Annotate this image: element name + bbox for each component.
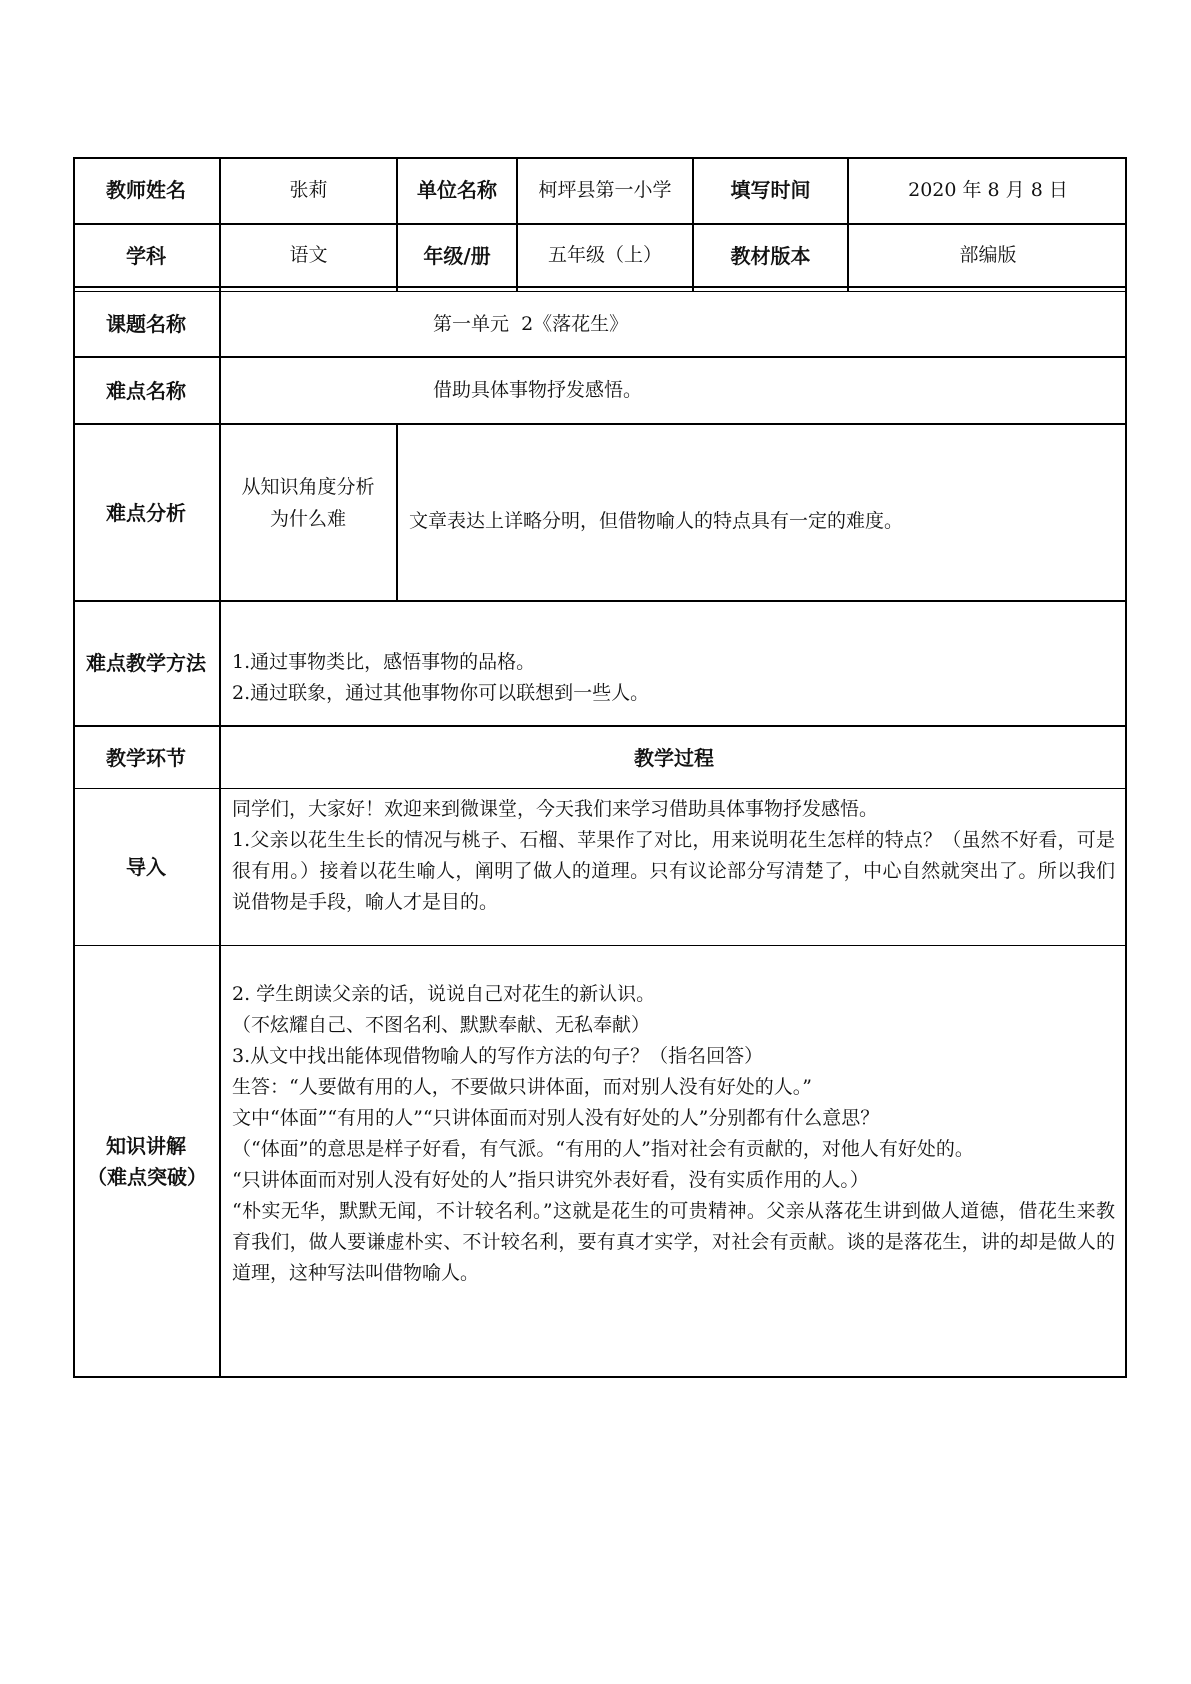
difficulty-name-label: 难点名称	[106, 378, 186, 403]
knowledge-content	[232, 979, 1115, 1289]
row-divider	[73, 788, 1127, 789]
difficulty-analysis-label: 难点分析	[106, 500, 186, 525]
teaching-stage-header: 教学环节	[106, 745, 186, 770]
teaching-method-item: 2.通过联象，通过其他事物你可以联想到一些人。	[232, 682, 650, 704]
difficulty-name-value: 借助具体事物抒发感悟。	[433, 379, 643, 402]
intro-line: 同学们，大家好！欢迎来到微课堂，今天我们来学习借助具体事物抒发感悟。	[232, 798, 879, 820]
intro-content	[232, 794, 1115, 918]
edition-label: 教材版本	[730, 243, 811, 268]
edition-value: 部编版	[959, 244, 1017, 267]
knowledge-label: 知识讲解（难点突破）	[87, 1134, 207, 1189]
teacher-name-value: 张莉	[289, 178, 328, 201]
topic-value: 第一单元 2《落花生》	[433, 312, 629, 335]
knowledge-line: “只讲体面而对别人没有好处的人”指只讲究外表好看，没有实质作用的人。）	[232, 1169, 869, 1191]
intro-line: 1.父亲以花生生长的情况与桃子、石榴、苹果作了对比，用来说明花生怎样的特点？（虽然不好看，可是很有用。）接着以花生喻人，阐明了做人的道理。只有议论部分写清楚了，中心自然就突出了。所以我们说借物是手段，喻人才是目的。	[232, 829, 1115, 913]
teacher-name-label: 教师姓名	[106, 178, 186, 202]
row-divider	[73, 600, 1127, 602]
unit-name-label: 单位名称	[417, 178, 497, 202]
subject-label: 学科	[126, 243, 166, 268]
lesson-plan-table	[73, 157, 1127, 1378]
teaching-method-item: 1.通过事物类比，感悟事物的品格。	[232, 651, 536, 673]
knowledge-line: “朴实无华，默默无闻，不计较名利。”这就是花生的可贵精神。父亲从落花生讲到做人道德，借花生来教育我们，做人要谦虚朴实、不计较名利，要有真才实学，对社会有贡献。谈的是落花生，讲的却是做人的道理，这种写法叫借物喻人。	[232, 1200, 1115, 1284]
difficulty-analysis-sublabel: 从知识角度分析为什么难	[241, 475, 375, 530]
column-divider	[396, 425, 398, 600]
knowledge-line: 3.从文中找出能体现借物喻人的写作方法的句子？（指名回答）	[232, 1045, 764, 1067]
row-divider	[73, 286, 1127, 288]
row-divider	[73, 945, 1127, 946]
teaching-method-list	[232, 647, 1112, 709]
knowledge-line: （不炫耀自己、不图名利、默默奉献、无私奉献）	[232, 1014, 651, 1036]
teaching-method-label: 难点教学方法	[86, 651, 206, 675]
knowledge-line: 生答：“人要做有用的人，不要做只讲体面，而对别人没有好处的人。”	[232, 1076, 812, 1098]
intro-label: 导入	[126, 855, 166, 879]
grade-label: 年级/册	[423, 243, 491, 268]
fill-date-label: 填写时间	[730, 178, 811, 202]
unit-name-value: 柯坪县第一小学	[538, 178, 672, 201]
fill-date-value: 2020 年 8 月 8 日	[908, 178, 1068, 201]
grade-value: 五年级（上）	[547, 244, 662, 267]
knowledge-line: 2. 学生朗读父亲的话，说说自己对花生的新认识。	[232, 983, 656, 1005]
knowledge-line: 文中“体面”“有用的人”“只讲体面而对别人没有好处的人”分别都有什么意思？	[232, 1107, 880, 1129]
difficulty-analysis-value: 文章表达上详略分明，但借物喻人的特点具有一定的难度。	[409, 510, 904, 533]
teaching-process-header: 教学过程	[634, 745, 714, 770]
subject-value: 语文	[289, 244, 328, 267]
topic-label: 课题名称	[106, 312, 186, 336]
knowledge-line: （“体面”的意思是样子好看，有气派。“有用的人”指对社会有贡献的，对他人有好处的。	[232, 1138, 974, 1160]
